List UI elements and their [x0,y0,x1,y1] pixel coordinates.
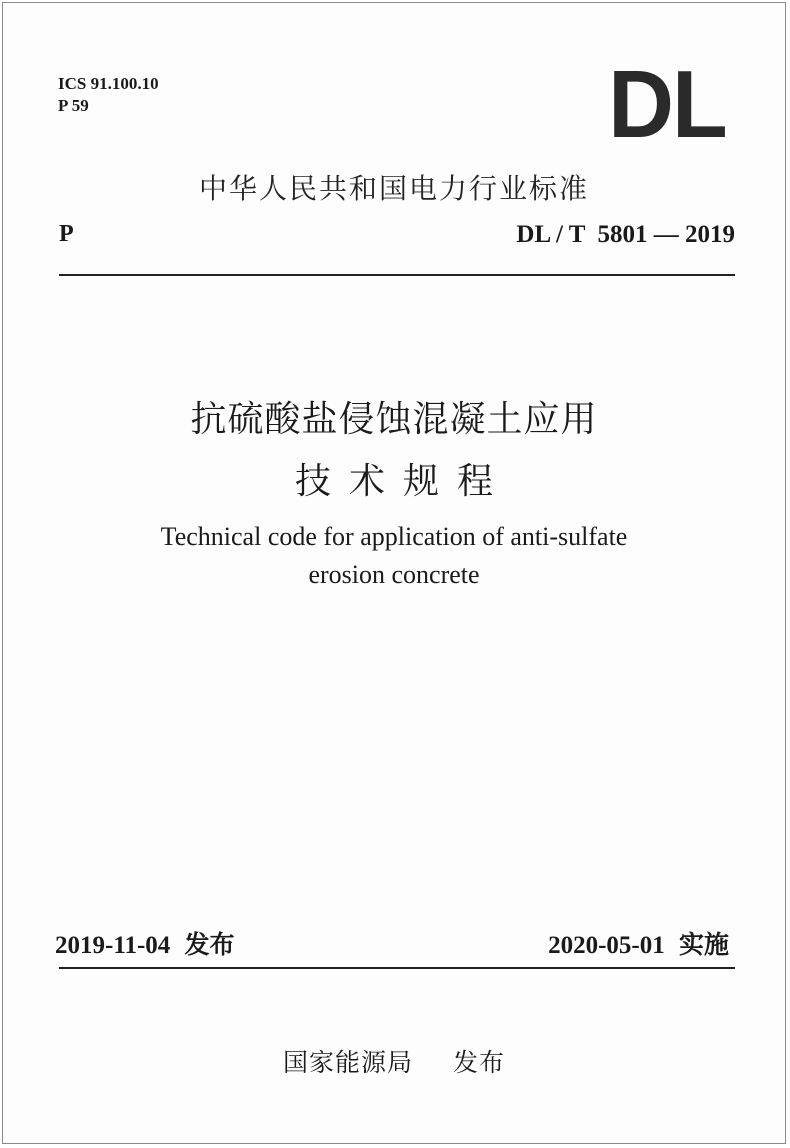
industry-standard-heading: 中华人民共和国电力行业标准 [198,172,589,205]
header-divider [59,274,735,276]
issue-date: 2019-11-04 [55,932,171,959]
title-english [3,518,785,594]
ccs-code: P 59 [58,96,89,115]
standard-number: DL / T 5801 — 2019 [516,221,735,248]
title-english-line1: Technical code for application of anti-sulfate [160,522,628,551]
implement-date-block [548,925,729,961]
title-chinese-line1: 抗硫酸盐侵蚀混凝土应用 [190,399,598,440]
footer-divider [59,967,735,969]
title-english-line2: erosion concrete [308,560,480,589]
title-chinese-line2: 技术规程 [294,461,511,502]
publisher-action: 发布 [453,1048,506,1077]
category-code: P [59,221,74,247]
implement-date: 2020-05-01 [548,932,665,959]
issue-date-block [55,925,235,961]
publisher-name: 国家能源局 [282,1048,413,1077]
issue-label: 发布 [184,930,235,959]
publisher-line [3,1043,785,1079]
dl-logo: DL [608,51,726,158]
standard-cover [2,2,786,1144]
ics-code: ICS 91.100.10 [58,74,159,93]
classification-codes [58,73,159,117]
implement-label: 实施 [678,930,729,959]
